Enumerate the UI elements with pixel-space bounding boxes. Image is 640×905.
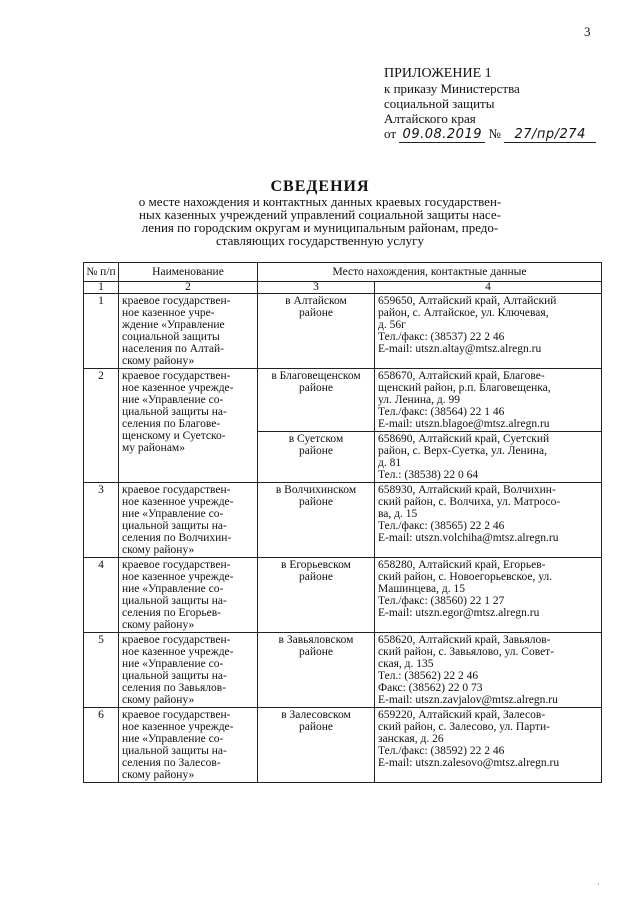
institution-name-line: краевое государствен- <box>122 370 231 382</box>
institution-name-line: ное казенное учрежде- <box>122 721 234 733</box>
appendix-line: социальной защиты <box>384 96 495 111</box>
page-number: 3 <box>584 24 591 39</box>
institution-name-line: краевое государствен- <box>122 559 231 571</box>
contact-line: Машинцева, д. 15 <box>378 583 465 595</box>
contact-details <box>375 294 602 369</box>
institution-name-line: циальной защиты на- <box>122 745 227 757</box>
service-area-line: районе <box>298 646 334 658</box>
contact-line: 658670, Алтайский край, Благове- <box>378 370 545 382</box>
contact-line: Тел.: (38538) 22 0 64 <box>378 469 479 481</box>
institution-name <box>119 708 258 783</box>
service-area-line: районе <box>298 445 334 457</box>
contact-line: ский район, с. Завьялово, ул. Совет- <box>378 646 555 658</box>
institution-name <box>119 558 258 633</box>
number-label: № <box>488 126 501 141</box>
heading-line: ления по городским округам и муниципальным районам, предо- <box>141 220 499 235</box>
scan-mark: · <box>597 880 600 889</box>
service-area-line: районе <box>298 382 334 394</box>
appendix-line: Алтайского края <box>384 111 476 126</box>
institution-name-line: ние «Управление со- <box>122 658 224 670</box>
row-number: 2 <box>84 369 119 483</box>
col-index: 2 <box>119 282 258 294</box>
institution-name-line: циальной защиты на- <box>122 670 227 682</box>
contact-line: ва, д. 15 <box>378 508 418 520</box>
header-num: № п/п <box>84 263 119 282</box>
service-area <box>258 432 375 483</box>
contact-line: Тел./факс: (38564) 22 1 46 <box>378 406 505 418</box>
header-name: Наименование <box>119 263 258 282</box>
institution-name-line: ние «Управление со- <box>122 508 224 520</box>
appendix-block <box>384 66 596 143</box>
institution-name-line: селения по Залесов- <box>122 757 221 769</box>
contact-line: щенский район, р.п. Благовещенка, <box>378 382 551 394</box>
contact-line: E-mail: utszn.zalesovo@mtsz.alregn.ru <box>378 757 560 769</box>
contact-line: 658930, Алтайский край, Волчихин- <box>378 484 556 496</box>
contact-line: E-mail: utszn.blagoe@mtsz.alregn.ru <box>378 418 550 430</box>
from-label: от <box>384 126 397 141</box>
contact-line: E-mail: utszn.zavjalov@mtsz.alregn.ru <box>378 694 558 706</box>
contact-line: район, с. Алтайское, ул. Ключевая, <box>378 307 549 319</box>
service-area-line: в Волчихинском <box>275 484 357 496</box>
institution-name-line: ние «Управление со- <box>122 394 224 406</box>
document-heading <box>100 178 540 247</box>
contact-line: E-mail: utszn.altay@mtsz.alregn.ru <box>378 343 542 355</box>
contact-line: 659650, Алтайский край, Алтайский <box>378 295 557 307</box>
heading-line: ставляющих государственную услугу <box>216 233 424 248</box>
institution-name-line: скому району» <box>122 355 195 367</box>
service-area-line: в Залесовском <box>281 709 351 721</box>
contact-line: 658690, Алтайский край, Суетский <box>378 433 550 445</box>
institution-name-line: селения по Егорьев- <box>122 607 222 619</box>
contact-line: Тел./факс: (38560) 22 1 27 <box>378 595 505 607</box>
contact-line: занская, д. 26 <box>378 733 444 745</box>
contact-details <box>375 633 602 708</box>
service-area-line: в Завьяловском <box>278 634 354 646</box>
col-index: 4 <box>375 282 602 294</box>
institution-name-line: краевое государствен- <box>122 634 231 646</box>
contact-line: д. 81 <box>378 457 402 469</box>
institution-name-line: социальной защиты <box>122 331 220 343</box>
contact-line: Тел.: (38562) 22 2 46 <box>378 670 479 682</box>
institution-name <box>119 294 258 369</box>
service-area-line: в Егорьевском <box>281 559 351 571</box>
service-area-line: в Алтайском <box>285 295 347 307</box>
heading-line: ных казенных учреждений управлений социальной защиты насе- <box>139 207 501 222</box>
contact-line: ская, д. 135 <box>378 658 434 670</box>
institution-name-line: ждение «Управление <box>122 319 225 331</box>
institution-name-line: селения по Благове- <box>122 418 221 430</box>
contact-line: Тел./факс: (38592) 22 2 46 <box>378 745 505 757</box>
institution-name-line: скому району» <box>122 544 195 556</box>
contact-line: район, с. Верх-Суетка, ул. Ленина, <box>378 445 548 457</box>
service-area <box>258 294 375 369</box>
contact-line: 659220, Алтайский край, Залесов- <box>378 709 546 721</box>
contact-line: 658280, Алтайский край, Егорьев- <box>378 559 546 571</box>
institution-name-line: ное казенное учрежде- <box>122 571 234 583</box>
row-number: 1 <box>84 294 119 369</box>
table-row <box>84 369 602 432</box>
institution-name-line: циальной защиты на- <box>122 520 227 532</box>
institution-name-line: селения по Завьялов- <box>122 682 227 694</box>
service-area <box>258 708 375 783</box>
contact-line: ский район, с. Новоегорьевское, ул. <box>378 571 553 583</box>
institution-name-line: ние «Управление со- <box>122 733 224 745</box>
contact-line: ский район, с. Волчиха, ул. Матросо- <box>378 496 561 508</box>
heading-title: СВЕДЕНИЯ <box>270 178 370 195</box>
service-area-line: районе <box>298 721 334 733</box>
institution-name-line: циальной защиты на- <box>122 595 227 607</box>
institution-name-line: краевое государствен- <box>122 484 231 496</box>
institution-name-line: скому району» <box>122 619 195 631</box>
column-index-row <box>84 282 602 294</box>
col-index: 3 <box>258 282 375 294</box>
contact-line: Тел./факс: (38537) 22 2 46 <box>378 331 505 343</box>
table-row <box>84 708 602 783</box>
row-number: 3 <box>84 483 119 558</box>
institution-name-line: населения по Алтай- <box>122 343 225 355</box>
institution-name-line: краевое государствен- <box>122 295 231 307</box>
contact-details <box>375 708 602 783</box>
institution-name-line: ние «Управление со- <box>122 583 224 595</box>
service-area <box>258 558 375 633</box>
header-location: Место нахождения, контактные данные <box>258 263 602 282</box>
service-area <box>258 633 375 708</box>
institution-name-line: циальной защиты на- <box>122 406 227 418</box>
service-area-line: в Суетском <box>288 433 344 445</box>
service-area <box>258 369 375 432</box>
appendix-line: к приказу Министерства <box>384 81 520 96</box>
service-area <box>258 483 375 558</box>
institution-name-line: ное казенное учрежде- <box>122 496 234 508</box>
contact-line: E-mail: utszn.volchiha@mtsz.alregn.ru <box>378 532 559 544</box>
service-area-line: районе <box>298 307 334 319</box>
contact-line: Факс: (38562) 22 0 73 <box>378 682 483 694</box>
institution-name-line: ное казенное учрежде- <box>122 382 234 394</box>
institution-name-line: ное казенное учре- <box>122 307 215 319</box>
table-row <box>84 558 602 633</box>
contact-details <box>375 558 602 633</box>
table-row <box>84 483 602 558</box>
row-number: 4 <box>84 558 119 633</box>
contact-line: д. 56г <box>378 319 406 331</box>
institution-name <box>119 633 258 708</box>
institution-name-line: щенскому и Суетско- <box>122 430 226 442</box>
contact-line: Тел./факс: (38565) 22 2 46 <box>378 520 505 532</box>
service-area-line: в Благовещенском <box>271 370 361 382</box>
contact-line: ский район, с. Залесово, ул. Парти- <box>378 721 550 733</box>
contact-line: 658620, Алтайский край, Завьялов- <box>378 634 551 646</box>
contact-details <box>375 432 602 483</box>
row-number: 5 <box>84 633 119 708</box>
contact-line: ул. Ленина, д. 99 <box>378 394 460 406</box>
table-header-row <box>84 263 602 282</box>
row-number: 6 <box>84 708 119 783</box>
institution-name-line: ное казенное учрежде- <box>122 646 234 658</box>
institution-name <box>119 483 258 558</box>
col-index: 1 <box>84 282 119 294</box>
institution-name <box>119 369 258 483</box>
table-row <box>84 633 602 708</box>
appendix-title: ПРИЛОЖЕНИЕ 1 <box>384 66 492 81</box>
institution-name-line: скому району» <box>122 769 195 781</box>
service-area-line: районе <box>298 496 334 508</box>
table-body <box>84 294 602 783</box>
order-number: 27/пр/274 <box>504 127 596 143</box>
institutions-table <box>83 262 602 783</box>
institution-name-line: скому району» <box>122 694 195 706</box>
institution-name-line: краевое государствен- <box>122 709 231 721</box>
contact-details <box>375 369 602 432</box>
order-date: 09.08.2019 <box>399 127 485 143</box>
contact-details <box>375 483 602 558</box>
table-row <box>84 294 602 369</box>
heading-line: о месте нахождения и контактных данных краевых государствен- <box>138 194 502 209</box>
service-area-line: районе <box>298 571 334 583</box>
appendix-date-line <box>384 126 596 143</box>
contact-line: E-mail: utszn.egor@mtsz.alregn.ru <box>378 607 540 619</box>
institution-name-line: селения по Волчихин- <box>122 532 232 544</box>
institution-name-line: му районам» <box>122 442 185 454</box>
